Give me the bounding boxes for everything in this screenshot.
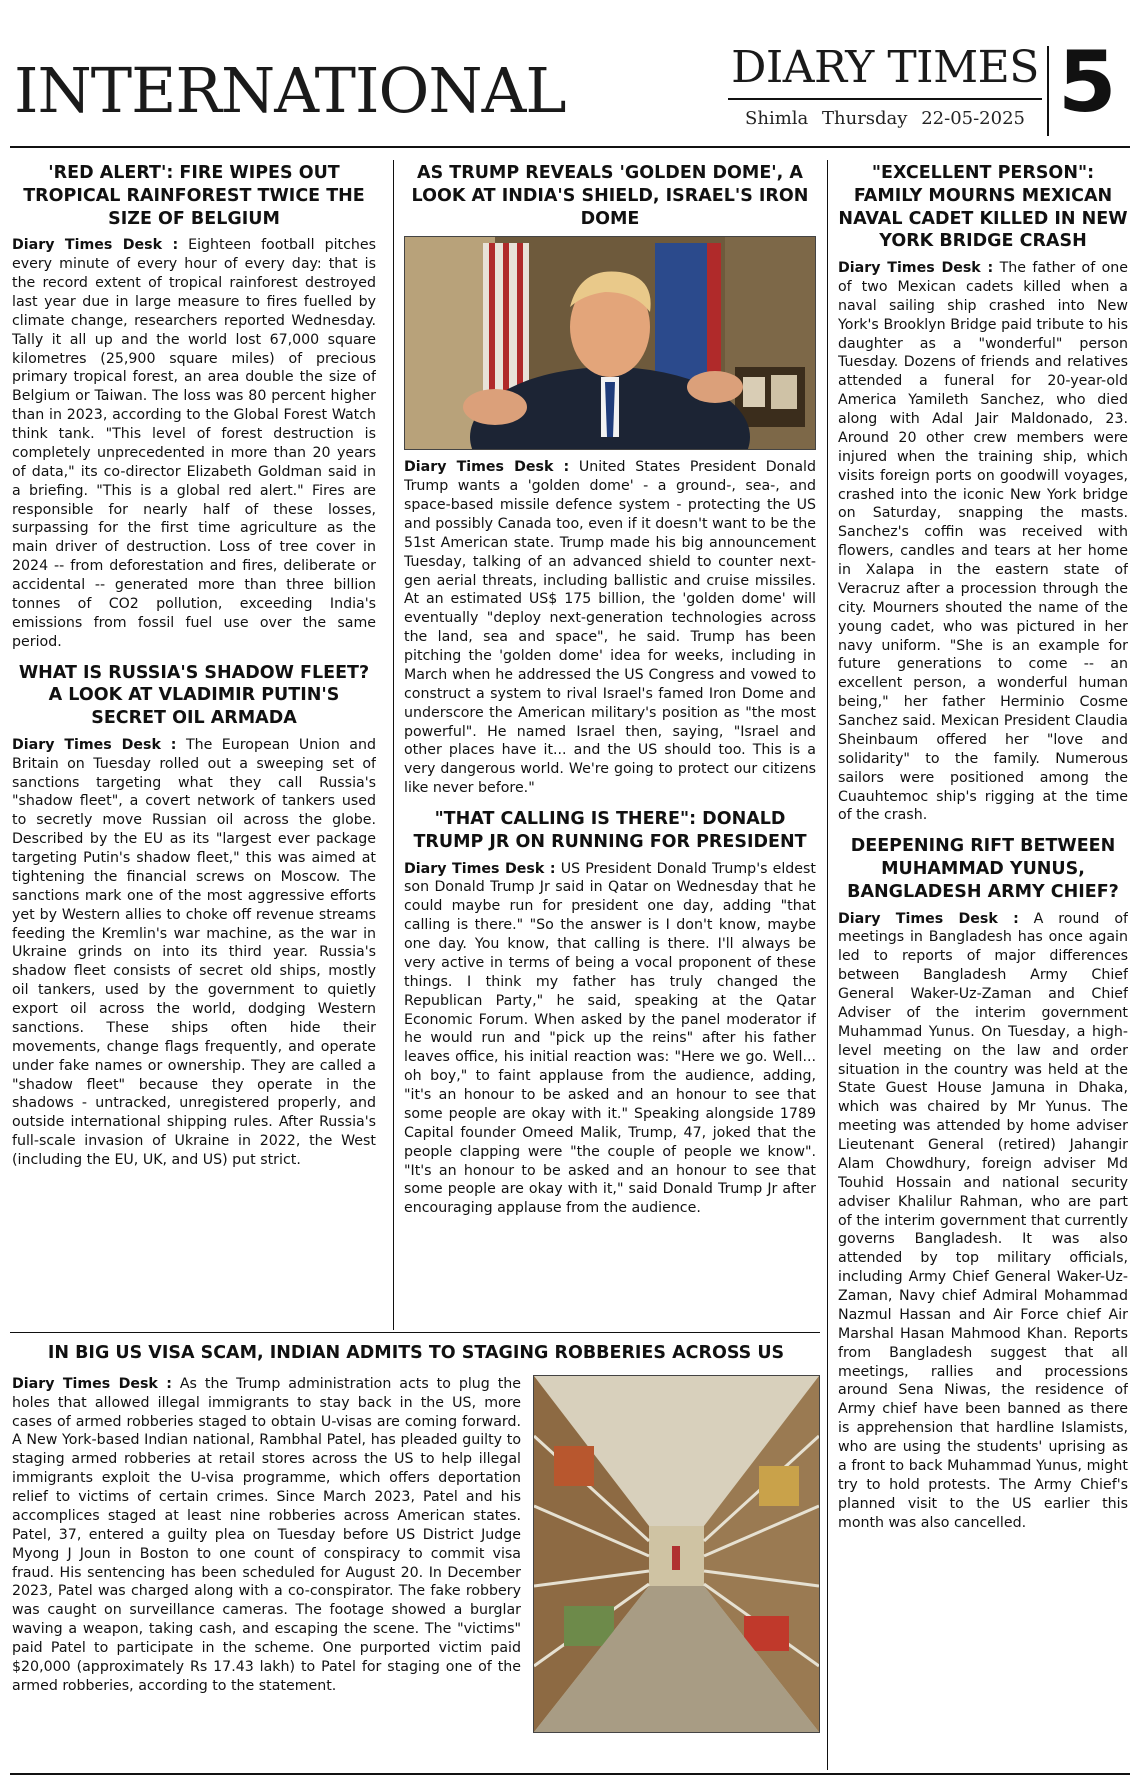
headline: IN BIG US VISA SCAM, INDIAN ADMITS TO STAGING ROBBERIES ACROSS US: [47, 1343, 785, 1363]
article-shadow-fleet: [12, 662, 376, 1170]
article-body: [12, 236, 376, 651]
byline: Diary Times Desk :: [12, 1375, 172, 1392]
article-bangladesh-rift: [838, 835, 1128, 1532]
dateline-date: 22-05-2025: [921, 108, 1025, 129]
article-rainforest-fire: [12, 162, 376, 652]
section-title: INTERNATIONAL: [14, 54, 566, 127]
dateline-city: Shimla: [745, 108, 809, 129]
headline: DEEPENING RIFT BETWEEN MUHAMMAD YUNUS, BANGLADESH ARMY CHIEF?: [847, 836, 1119, 902]
article-naval-cadet: [838, 162, 1128, 825]
article-text: The father of one of two Mexican cadets killed when a naval sailing ship crashed into New York's Brooklyn Bridge paid tribute to his daughter as a "wonderful" person Tuesday. Dozens of friends and relatives attended a funeral for 20-year-old America Yamileth Sanchez, who died along with Adal Jair Maldonado, 23. Around 20 other crew members were injured when the training ship, which visits foreign ports on goodwill voyages, crashed into the iconic New York bridge on Saturday, snapping the masts. Sanchez's coffin was received with flowers, candles and tears at her home in Xalapa in the eastern state of Veracruz after a procession through the city. Mourners shouted the name of the young cadet, who was pictured in her navy uniform. "She is an example for future generations to come -- an excellent person, a wonderful human being," her father Herminio Cosme Sanchez said. Mexican President Claudia Sheinbaum offered her "love and solidarity" to the family. Numerous sailors were positioned among the Cuauhtemoc ship's rigging at the time of the crash.: [838, 260, 1128, 824]
byline: Diary Times Desk :: [12, 736, 177, 753]
headline: "EXCELLENT PERSON": FAMILY MOURNS MEXICAN NAVAL CADET KILLED IN NEW YORK BRIDGE CRASH: [838, 163, 1128, 252]
article-text: As the Trump administration acts to plug the holes that allowed illegal immigrants to stay back in the US, more cases of armed robberies staged to obtain U-visas are coming forward. A New York-based Indian national, Rambhal Patel, has pleaded guilty to staging armed robberies at retail stores across the US to help illegal immigrants exploit the U-visa programme, which offers deportation relief to victims of certain crimes. Since March 2023, Patel and his accomplices staged at least nine robberies across American states. Patel, 37, entered a guilty plea on Tuesday before US District Judge Myong J Joun in Boston to one count of conspiracy to commit visa fraud. His sentencing has been scheduled for August 20. In December 2023, Patel was charged along with a co-conspirator. The fake robbery was caught on surveillance cameras. The footage showed a burglar waving a weapon, taking cash, and escaping the scene. The "victims" paid Patel to participate in the scheme. One purported victim paid $20,000 (approximately Rs 17.43 lakh) to Patel for staging one of the armed robberies, according to the statement.: [12, 1375, 521, 1694]
section-divider: [10, 1332, 820, 1333]
article-visa-scam: [12, 1342, 820, 1696]
article-text: Eighteen football pitches every minute of every hour of every day: that is the record extent of tropical rainforest destroyed last year due in large measure to fires fuelled by climate change, researchers reported Wednesday. Tally it all up and the world lost 67,000 square kilometres (25,900 square miles) of precious primary tropical forest, an area double the size of Belgium or Taiwan. The loss was 80 percent higher than in 2023, according to the Global Forest Watch think tank. "This level of forest destruction is completely unprecedented in more than 20 years of data," its co-director Elizabeth Goldman said in a briefing. "This is a global red alert." Fires are responsible for nearly half of these losses, surpassing for the first time agriculture as the main driver of destruction. Loss of tree cover in 2024 -- from deforestation and fires, deliberate or accidental -- generated more than three billion tonnes of CO2 pollution, exceeding India's emissions from fossil fuel use over the same period.: [12, 237, 376, 650]
masthead-divider: [10, 146, 1130, 148]
bottom-section: [12, 1342, 820, 1762]
page-number: 5: [1058, 33, 1117, 131]
column-divider: [393, 160, 394, 1330]
right-column: [838, 162, 1128, 1766]
headline: WHAT IS RUSSIA'S SHADOW FLEET? A LOOK AT VLADIMIR PUTIN'S SECRET OIL ARMADA: [18, 662, 370, 728]
store-aisle-photo: [533, 1375, 820, 1733]
dateline: [728, 108, 1042, 129]
article-golden-dome: [404, 162, 816, 798]
byline: Diary Times Desk :: [404, 459, 570, 476]
article-text: United States President Donald Trump wants a 'golden dome' - a ground-, sea-, and space-based missile defence system - protecting the US and possibly Canada too, even if it doesn't want to be the 51st American state. Trump made his big announcement Tuesday, talking of an advanced shield to counter next-gen aerial threats, including ballistic and cruise missiles. At an estimated US$ 175 billion, the 'golden dome' will eventually "deploy next-generation technologies across the land, sea and space", he said. Trump has been pitching the 'golden dome' idea for weeks, including in March when he addressed the US Congress and vowed to construct a system to rival Israel's famed Iron Dome and underscore the American military's position as "the most powerful". He named Israel then, saying, "Israel and other places have it... and the US should too. This is a very dangerous world. We're going to protect our citizens like never before.": [404, 459, 816, 797]
trump-oval-office-photo: [404, 236, 816, 450]
left-column: [12, 162, 376, 1330]
article-body: [12, 736, 376, 1170]
middle-column: [404, 162, 816, 1330]
article-text: US President Donald Trump's eldest son Donald Trump Jr said in Qatar on Wednesday that he could maybe run for president one day, adding "that calling is there." "So the answer is I don't know, maybe one day. You know, that calling is there. I'll always be very active in terms of being a vocal proponent of these things. I think my father has truly changed the Republican Party," he said, speaking at the Qatar Economic Forum. When asked by the panel moderator if he would run and "pick up the reins" after his father leaves office, his initial reaction was: "Here we go. Well... oh boy," to faint applause from the audience, adding, "it's an honour to be asked and an honour to see that some people are okay with it." Speaking alongside 1789 Capital founder Omeed Malik, Trump, 47, joked that the people clapping were "the couple of people we know". "It's an honour to be asked and an honour to see that some people are okay with it," said Donald Trump Jr after encouraging applause from the audience.: [404, 860, 816, 1217]
newspaper-name: DIARY TIMES: [731, 42, 1039, 93]
article-text: A round of meetings in Bangladesh has once again led to reports of major differences between Bangladesh Army Chief General Waker-Uz-Zaman and Chief Adviser of the interim government Muhammad Yunus. On Tuesday, a high-level meeting on the law and order situation in the country was held at the State Guest House Jamuna in Dhaka, which was chaired by Mr Yunus. The meeting was attended by home adviser Lieutenant General (retired) Jahangir Alam Chowdhury, foreign adviser Md Touhid Hossain and national security adviser Khalilur Rahman, who are part of the interim government that currently governs Bangladesh. It was also attended by top military officials, including Army Chief General Waker-Uz-Zaman, Navy chief Admiral Mohammad Nazmul Hassan and Air Force chief Air Marshal Hasan Mahmood Khan. Reports from Bangladesh suggest that all meetings, rallies and processions around Sena Niwas, the residence of Army chief have been banned as there is apprehension that hardline Islamists, who are using the students' uprising as a front to back Muhammad Yunus, might try to hold protests. The Army Chief's planned visit to the US earlier this month was also cancelled.: [838, 910, 1128, 1531]
article-body: [404, 458, 816, 798]
headline: "THAT CALLING IS THERE": DONALD TRUMP JR ON RUNNING FOR PRESIDENT: [413, 809, 807, 852]
byline: Diary Times Desk :: [838, 910, 1019, 927]
byline: Diary Times Desk :: [838, 260, 994, 276]
article-text: The European Union and Britain on Tuesday rolled out a sweeping set of sanctions targeting what they call Russia's "shadow fleet", a covert network of tankers used to secretly move Russian oil across the globe. Described by the EU as its "largest ever package targeting Putin's shadow fleet," this was aimed at tightening the financial screws on Moscow. The sanctions mark one of the most aggressive efforts yet by Western allies to choke off revenue streams feeding the Kremlin's war machine, as the war in Ukraine grinds on into its third year. Russia's shadow fleet consists of secret old ships, mostly oil tankers, used by the government to quietly export oil across the world, dodging Western sanctions. These ships often hide their movements, change flags frequently, and operate under fake names or ownership. They are called a "shadow fleet" because they operate in the shadows - untracked, unregistered properly, and outside international shipping rules. After Russia's full-scale invasion of Ukraine in 2022, the West (including the EU, UK, and US) put strict.: [12, 736, 376, 1168]
brand-block: [728, 42, 1042, 129]
masthead-vertical-divider: [1047, 46, 1049, 136]
dateline-day: Thursday: [822, 108, 908, 129]
headline: AS TRUMP REVEALS 'GOLDEN DOME', A LOOK AT INDIA'S SHIELD, ISRAEL'S IRON DOME: [411, 163, 809, 229]
article-body: [404, 860, 816, 1219]
article-trump-jr: [404, 808, 816, 1218]
headline: 'RED ALERT': FIRE WIPES OUT TROPICAL RAINFOREST TWICE THE SIZE OF BELGIUM: [23, 163, 365, 229]
page-footer-rule: [10, 1773, 1130, 1775]
article-body: [838, 259, 1128, 825]
byline: Diary Times Desk :: [12, 237, 179, 254]
brand-divider: [728, 98, 1042, 100]
byline: Diary Times Desk :: [404, 860, 556, 877]
column-divider: [827, 160, 828, 1770]
article-body: [838, 910, 1128, 1533]
